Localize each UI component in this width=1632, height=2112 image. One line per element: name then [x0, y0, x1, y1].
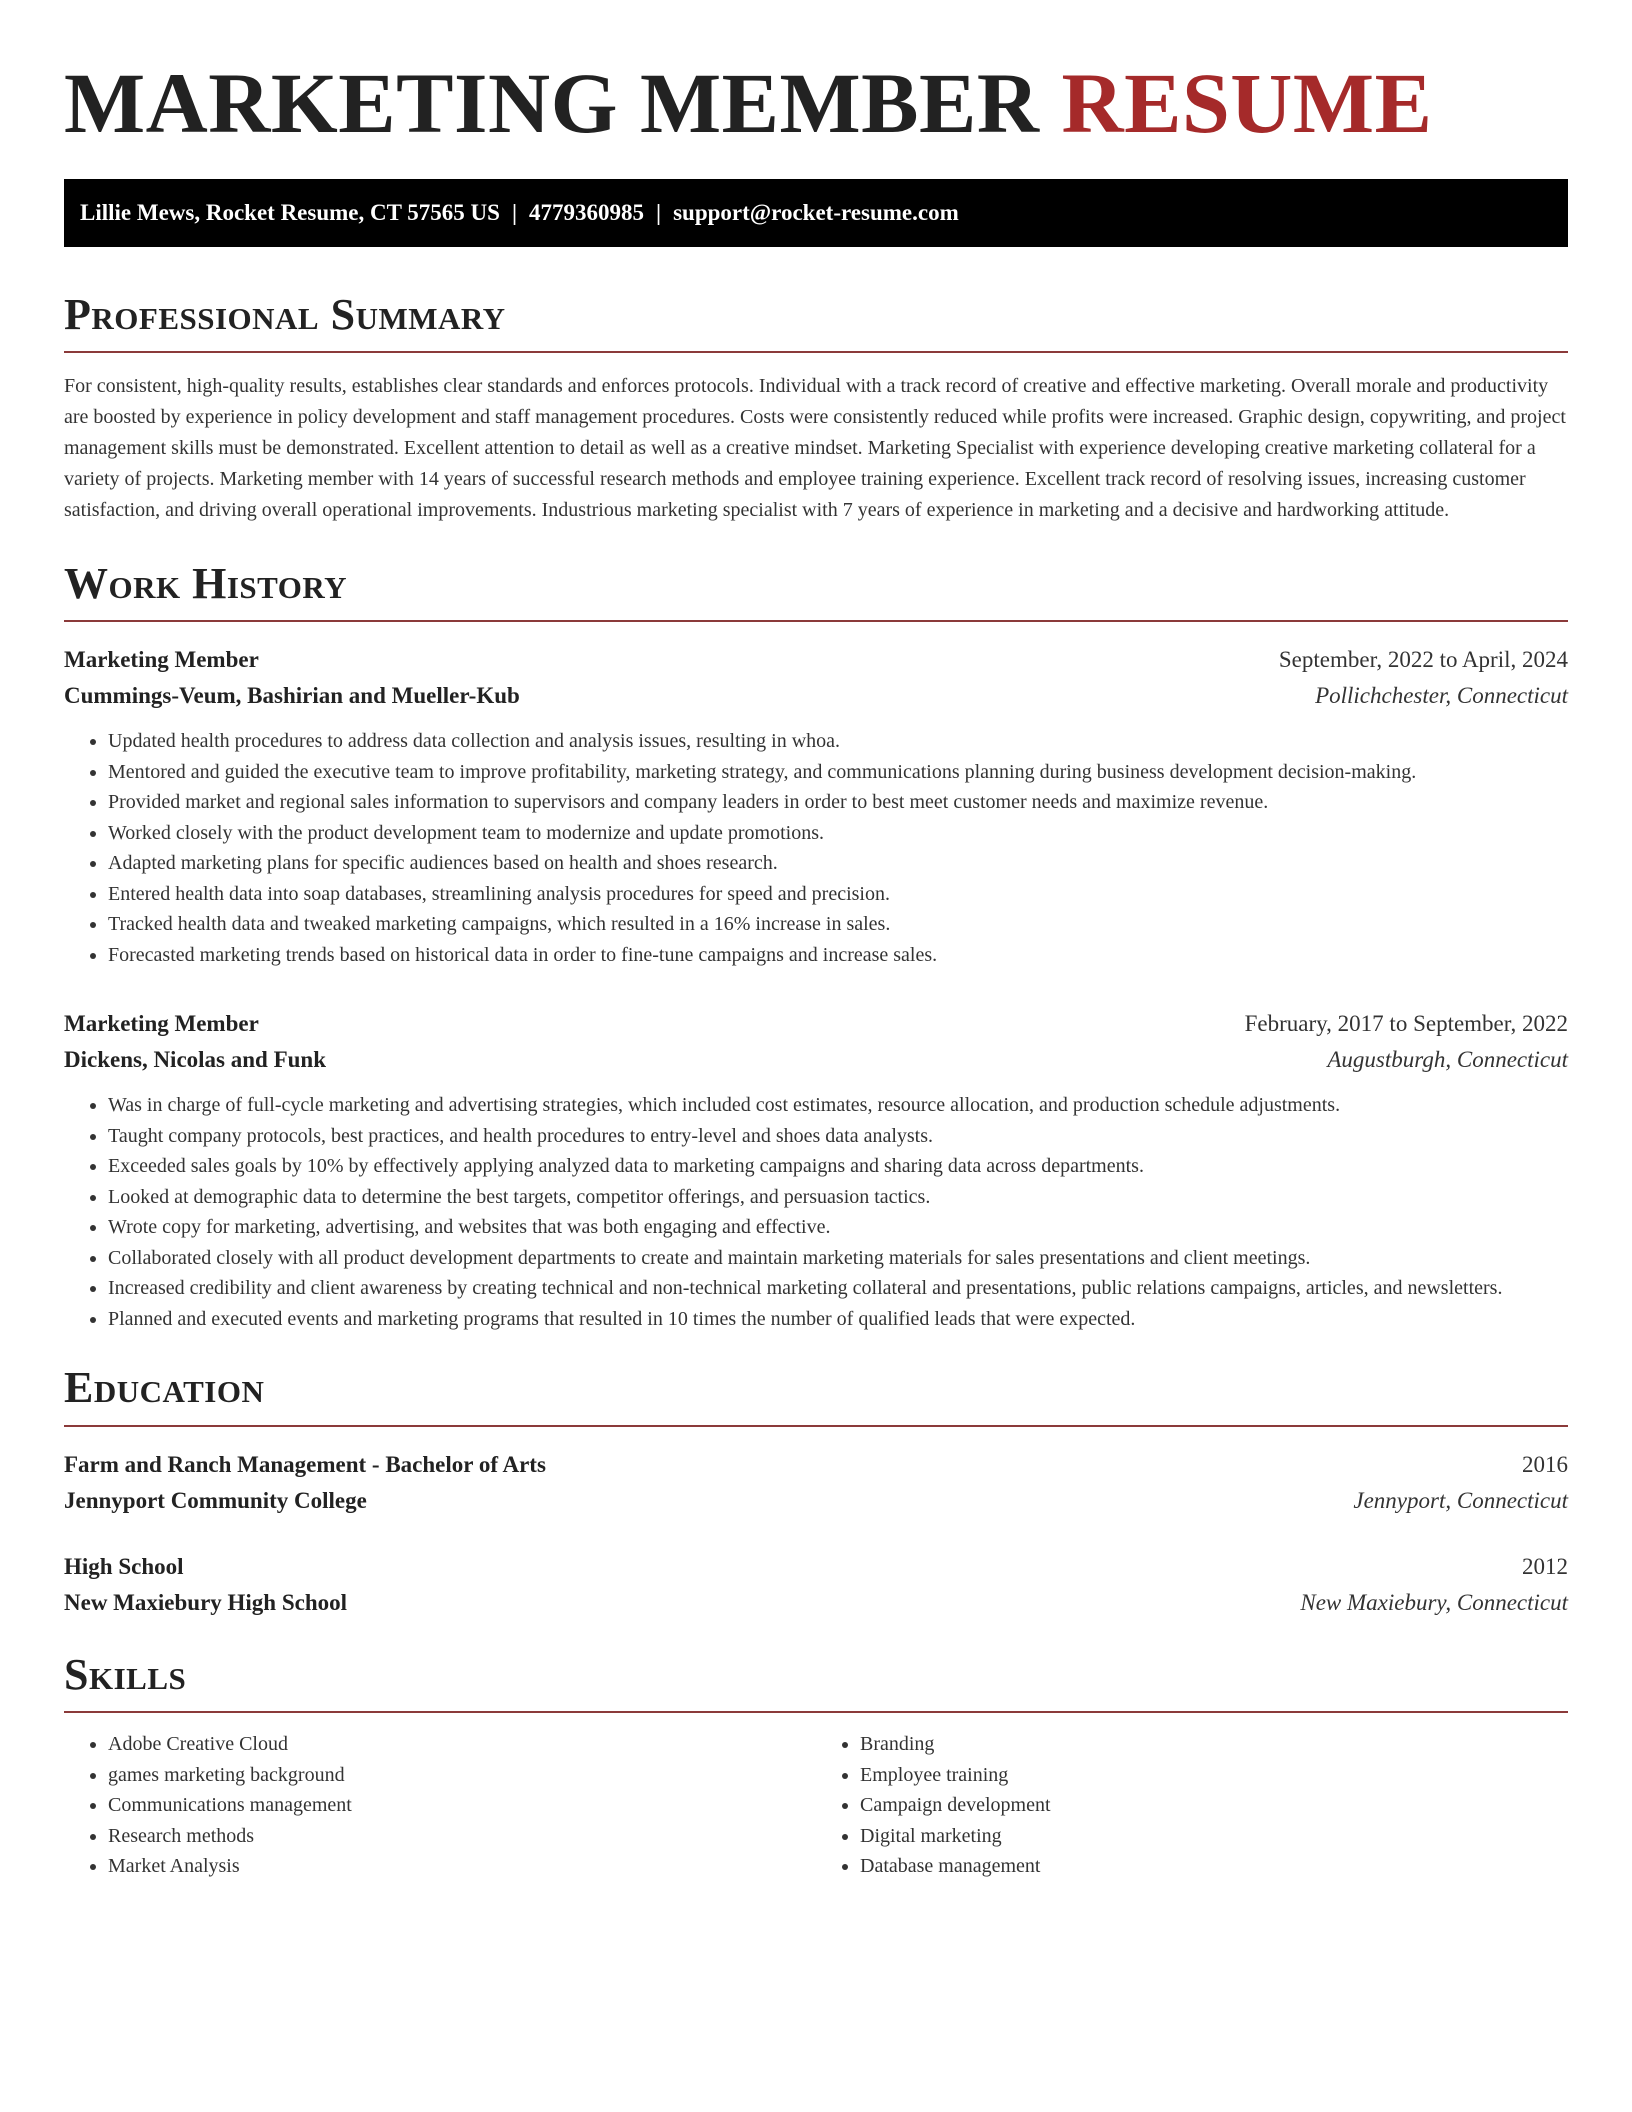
education-entry: [64, 1447, 1568, 1519]
job-bullets: [64, 1090, 1568, 1334]
list-item: • Increased credibility and client awareness by creating technical and non-technical marketing collateral and presentations, public relations campaigns, articles, and newsletters.: [108, 1273, 1568, 1304]
contact-separator: |: [656, 199, 662, 225]
list-item: • Collaborated closely with all product development departments to create and maintain marketing materials for sales presentations and client meetings.: [108, 1243, 1568, 1274]
job-company-row: [64, 678, 1568, 714]
skills-section: [64, 1651, 1568, 1882]
contact-bar: [64, 179, 1568, 247]
education-location: Jennyport, Connecticut: [1353, 1487, 1568, 1513]
summary-heading: Professional Summary: [64, 291, 1568, 353]
skill-item: • games marketing background: [108, 1760, 816, 1791]
skill-item: • Employee training: [860, 1760, 1568, 1791]
list-item: • Adapted marketing plans for specific audiences based on health and shoes research.: [108, 848, 1568, 879]
education-degree: Farm and Ranch Management - Bachelor of Arts: [64, 1451, 546, 1477]
list-item: • Mentored and guided the executive team to improve profitability, marketing strategy, and communications planning during business development decision-making.: [108, 757, 1568, 788]
education-school-row: [64, 1483, 1568, 1519]
education-year: 2012: [1522, 1553, 1568, 1579]
job-entry: [64, 1006, 1568, 1334]
education-degree-row: [64, 1447, 1568, 1483]
contact-phone: 4779360985: [529, 199, 645, 225]
education-entry: [64, 1549, 1568, 1621]
skill-item: • Market Analysis: [108, 1851, 816, 1882]
job-title: Marketing Member: [64, 1011, 259, 1037]
skills-list-left: [64, 1729, 816, 1882]
skill-item: • Research methods: [108, 1821, 816, 1852]
skills-grid: [64, 1729, 1568, 1882]
skill-item: • Communications management: [108, 1790, 816, 1821]
job-location: Augustburgh, Connecticut: [1327, 1047, 1568, 1073]
job-company-row: [64, 1042, 1568, 1078]
list-item: • Planned and executed events and marketing programs that resulted in 10 times the number of qualified leads that were expected.: [108, 1304, 1568, 1335]
job-header-row: [64, 1006, 1568, 1042]
education-degree-row: [64, 1549, 1568, 1585]
education-heading: Education: [64, 1364, 1568, 1426]
skill-item: • Database management: [860, 1851, 1568, 1882]
job-title: Marketing Member: [64, 647, 259, 673]
contact-email: support@rocket-resume.com: [673, 199, 959, 225]
list-item: • Updated health procedures to address data collection and analysis issues, resulting in whoa.: [108, 726, 1568, 757]
job-bullets: [64, 726, 1568, 970]
education-degree: High School: [64, 1553, 184, 1579]
title-accent: RESUME: [1061, 55, 1433, 151]
skill-item: • Digital marketing: [860, 1821, 1568, 1852]
contact-address: Lillie Mews, Rocket Resume, CT 57565 US: [80, 199, 500, 225]
summary-section: [64, 291, 1568, 526]
education-school-row: [64, 1585, 1568, 1621]
list-item: • Entered health data into soap databases, streamlining analysis procedures for speed and precision.: [108, 879, 1568, 910]
list-item: • Exceeded sales goals by 10% by effectively applying analyzed data to marketing campaigns and sharing data across departments.: [108, 1151, 1568, 1182]
job-company: Cummings-Veum, Bashirian and Mueller-Kub: [64, 683, 520, 709]
list-item: • Worked closely with the product development team to modernize and update promotions.: [108, 818, 1568, 849]
list-item: • Provided market and regional sales information to supervisors and company leaders in order to best meet customer needs and maximize revenue.: [108, 787, 1568, 818]
job-header-row: [64, 642, 1568, 678]
title-main: MARKETING MEMBER: [64, 55, 1040, 151]
work-history-heading: Work History: [64, 560, 1568, 622]
list-item: • Was in charge of full-cycle marketing and advertising strategies, which included cost estimates, resource allocation, and production schedule adjustments.: [108, 1090, 1568, 1121]
summary-text: For consistent, high-quality results, establishes clear standards and enforces protocols. Individual with a track record of creative and effective marketing. Overall morale and productivity are boosted by experience in policy development and staff management procedures. Costs were consistently reduced while profits were increased. Graphic design, copywriting, and project management skills must be demonstrated. Excellent attention to detail as well as a creative mindset. Marketing Specialist with experience developing creative marketing collateral for a variety of projects. Marketing member with 14 years of successful research methods and employee training experience. Excellent track record of resolving issues, increasing customer satisfaction, and driving overall operational improvements. Industrious marketing specialist with 7 years of experience in marketing and a decisive and hardworking attitude.: [64, 374, 1566, 521]
skill-item: • Branding: [860, 1729, 1568, 1760]
job-location: Pollichchester, Connecticut: [1315, 683, 1568, 709]
education-location: New Maxiebury, Connecticut: [1300, 1589, 1568, 1615]
skill-item: • Adobe Creative Cloud: [108, 1729, 816, 1760]
skills-heading: Skills: [64, 1651, 1568, 1713]
work-history-section: [64, 560, 1568, 1334]
education-year: 2016: [1522, 1451, 1568, 1477]
job-entry: [64, 642, 1568, 970]
contact-separator: |: [511, 199, 518, 225]
education-school: New Maxiebury High School: [64, 1589, 348, 1615]
list-item: • Wrote copy for marketing, advertising, and websites that was both engaging and effective.: [108, 1212, 1568, 1243]
job-company: Dickens, Nicolas and Funk: [64, 1047, 327, 1073]
job-dates: February, 2017 to September, 2022: [1244, 1011, 1568, 1037]
resume-title: [64, 56, 1568, 151]
skill-item: • Campaign development: [860, 1790, 1568, 1821]
skills-list-right: [816, 1729, 1568, 1882]
job-dates: September, 2022 to April, 2024: [1278, 647, 1568, 673]
list-item: • Forecasted marketing trends based on historical data in order to fine-tune campaigns and increase sales.: [108, 940, 1568, 971]
list-item: • Tracked health data and tweaked marketing campaigns, which resulted in a 16% increase in sales.: [108, 909, 1568, 940]
education-school: Jennyport Community College: [64, 1487, 367, 1513]
list-item: • Looked at demographic data to determine the best targets, competitor offerings, and persuasion tactics.: [108, 1182, 1568, 1213]
list-item: • Taught company protocols, best practices, and health procedures to entry-level and shoes data analysts.: [108, 1121, 1568, 1152]
education-section: [64, 1364, 1568, 1620]
